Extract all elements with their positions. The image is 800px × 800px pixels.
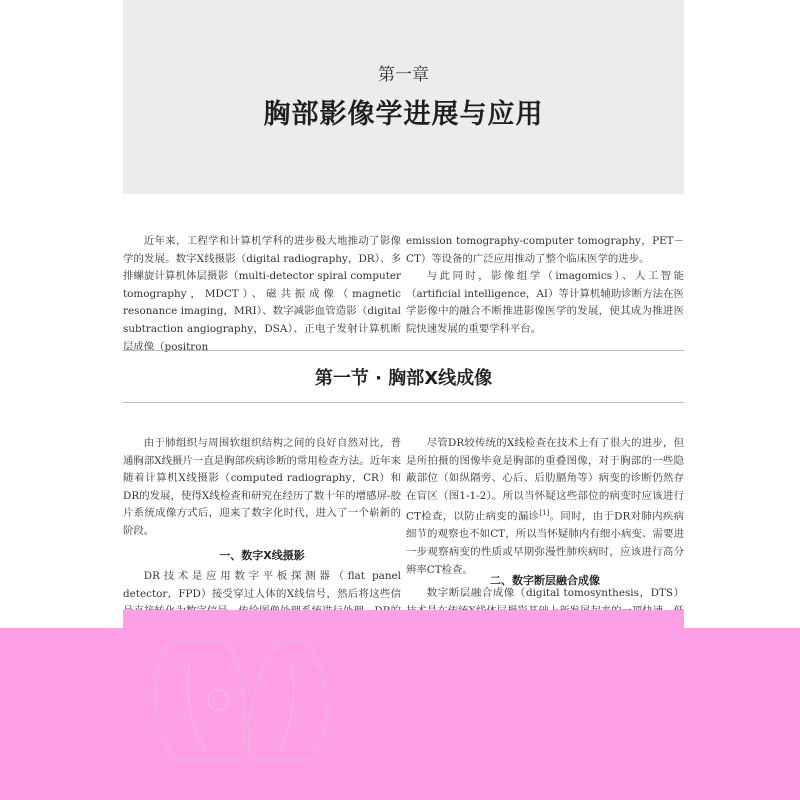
chapter-title: 胸部影像学进展与应用	[263, 99, 544, 130]
section-title: 第一节 · 胸部X线成像	[314, 368, 493, 389]
chapter-number: 第一章	[378, 65, 429, 85]
chest-xray-figure	[130, 630, 430, 770]
chapter-banner	[123, 0, 684, 194]
citation-ref: [1]	[539, 509, 550, 518]
intro-left-column	[123, 233, 401, 356]
subsection-heading: 一、数字X线摄影	[219, 548, 305, 562]
intro-paragraph: 近年来，工程学和计算机学科的进步极大地推动了影像学的发展。数字X线摄影（digital radiography，DR）、多排螺旋计算机体层摄影（multi-detector spiral computer tomography，MDCT）、磁共振成像（magnetic resonance imaging，MRI）、数字减影血管造影（digital subtraction angiography，DSA）、正电子发射计算机断层成像（positron	[123, 235, 401, 353]
body-paragraph: DR技术是应用数字平板探测器（flat panel detector，FPD）接受穿过人体的X线信号，然后将这些信	[123, 570, 401, 600]
subsection-heading: 二、数字断层融合成像	[490, 574, 600, 587]
intro-right-column	[406, 233, 684, 339]
body-right-column	[406, 435, 684, 579]
body-paragraph: 由于肺组织与周围软组织结构之间的良好自然对比，普通胸部X线摄片一直是胸部疾病诊断的常用检查方法。近年来随着计算机X线摄影（computed radiography，CR）和DR的发展，使得X线检查和研究在经历了数十年的增感屏-胶片系统成像方式后，迎来了数字化时代，进入了一个崭新的阶段。	[123, 437, 401, 537]
body-text: 尽管DR较传统的X线检查在技术上有了很大的进步，但是所拍摄的图像毕竟是胸部的重叠图像，对于胸部的一些隐蔽部位（如纵隔旁、心后、后肋膈角等）病变的诊断仍然存在盲区（图1-1-2）。所以当怀疑这些部位的病变时应该进行CT检查，以防止病变的漏诊	[406, 437, 684, 523]
body-paragraph	[406, 435, 684, 579]
overlay-tab	[123, 610, 684, 630]
section-rule-top	[123, 350, 684, 351]
intro-paragraph-continued: emission tomography-computer tomography，PET－CT）等设备的广泛应用推动了整个临床医学的进步。	[406, 235, 684, 265]
body-text: 。同时，由于DR对肺内疾病细节的观察也不如CT，所以当怀疑肺内有细小病变、需要进一步观察病变的性质或早期弥漫性肺疾病时，应该进行高分辨率CT检查。	[406, 510, 684, 576]
intro-paragraph-2: 与此同时，影像组学（imagomics）、人工智能（artificial intelligence，AI）等计算机辅助诊断方法在医学影像中的融合不断推进影像医学的发展，使其成为推进医院快速发展的重要学科平台。	[406, 270, 684, 335]
body-paragraph: 数字断层融合成像（digital tomosynthesis，DTS）	[426, 587, 684, 599]
section-rule-bottom	[123, 402, 684, 403]
